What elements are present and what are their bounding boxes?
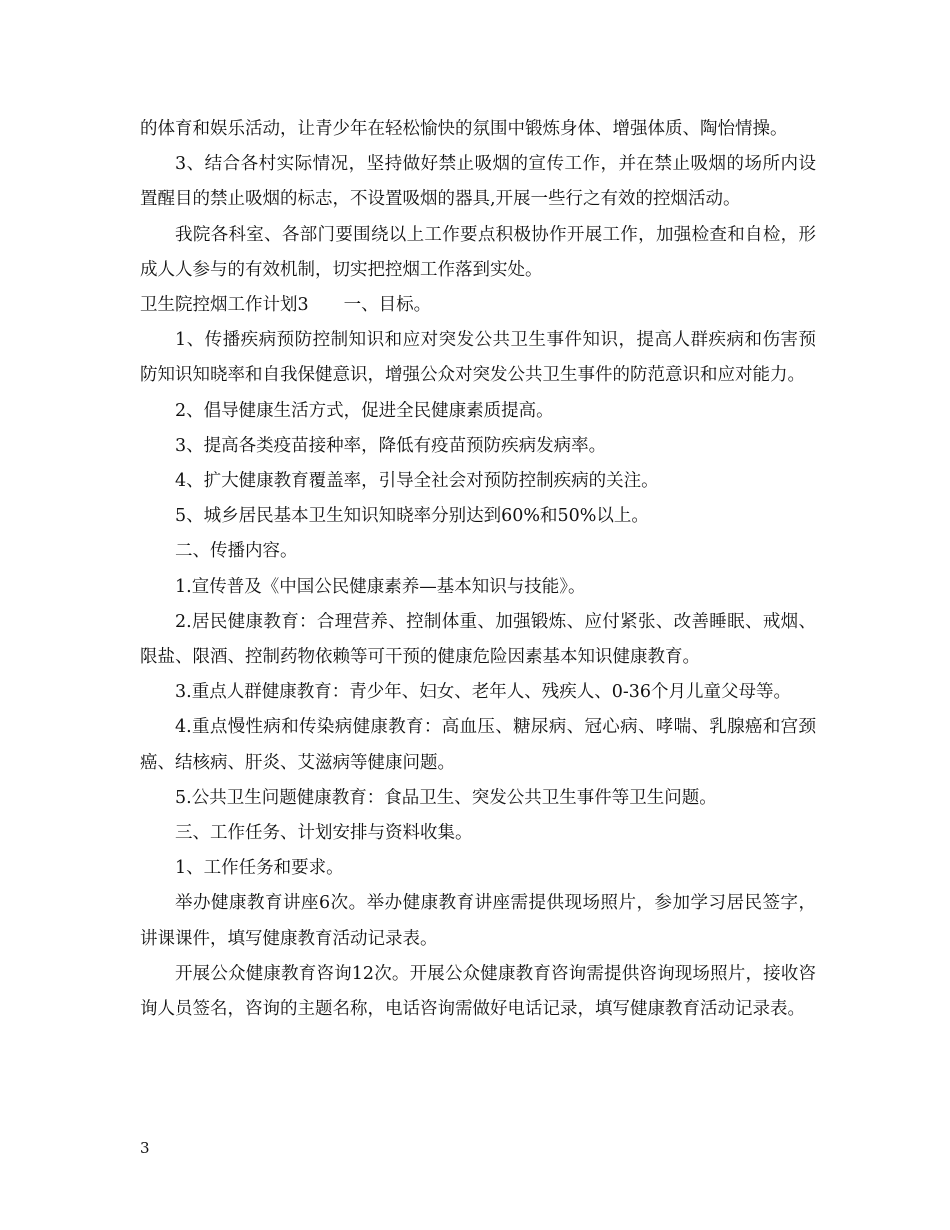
paragraph-task-heading: 1、工作任务和要求。 bbox=[175, 858, 344, 879]
document-body bbox=[140, 112, 816, 1027]
section-heading-plan-3: 卫生院控烟工作计划3 一、目标。 bbox=[140, 295, 432, 316]
paragraph-continuation: 的体育和娱乐活动，让青少年在轻松愉快的氛围中锻炼身体、增强体质、陶怡情操。 bbox=[140, 119, 788, 139]
paragraph-content-2: 2.居民健康教育：合理营养、控制体重、加强锻炼、应付紧张、改善睡眠、戒烟、限盐、限酒、控制药物依赖等可干预的健康危险因素基本知识健康教育。 bbox=[140, 611, 816, 668]
page-number: 3 bbox=[140, 1139, 150, 1157]
paragraph-smoking-ban-promotion: 3、结合各村实际情况，坚持做好禁止吸烟的宣传工作，并在禁止吸烟的场所内设置醒目的禁止吸烟的标志，不设置吸烟的器具,开展一些行之有效的控烟活动。 bbox=[140, 154, 816, 210]
paragraph-content-3: 3.重点人群健康教育：青少年、妇女、老年人、残疾人、0-36个月儿童父母等。 bbox=[175, 682, 792, 703]
paragraph-department-cooperation: 我院各科室、各部门要围绕以上工作要点积极协作开展工作，加强检查和自检，形成人人参与的有效机制，切实把控烟工作落到实处。 bbox=[140, 224, 816, 280]
section-heading-tasks: 三、工作任务、计划安排与资料收集。 bbox=[175, 823, 473, 844]
paragraph-content-4: 4.重点慢性病和传染病健康教育：高血压、糖尿病、冠心病、哮喘、乳腺癌和宫颈癌、结核病、肝炎、艾滋病等健康问题。 bbox=[140, 717, 816, 773]
paragraph-goal-3: 3、提高各类疫苗接种率，降低有疫苗预防疾病发病率。 bbox=[175, 435, 607, 456]
paragraph-goal-5: 5、城乡居民基本卫生知识知晓率分别达到60%和50%以上。 bbox=[175, 506, 649, 527]
paragraph-goal-2: 2、倡导健康生活方式，促进全民健康素质提高。 bbox=[175, 400, 554, 421]
paragraph-content-5: 5.公共卫生问题健康教育：食品卫生、突发公共卫生事件等卫生问题。 bbox=[175, 787, 717, 808]
paragraph-content-1: 1.宣传普及《中国公民健康素养—基本知识与技能》。 bbox=[175, 576, 586, 597]
paragraph-task-consultation: 开展公众健康教育咨询12次。开展公众健康教育咨询需提供咨询现场照片，接收咨询人员签名，咨询的主题名称，电话咨询需做好电话记录，填写健康教育活动记录表。 bbox=[140, 963, 816, 1020]
paragraph-goal-4: 4、扩大健康教育覆盖率，引导全社会对预防控制疾病的关注。 bbox=[175, 471, 659, 492]
section-heading-content: 二、传播内容。 bbox=[175, 541, 298, 562]
paragraph-goal-1: 1、传播疾病预防控制知识和应对突发公共卫生事件知识，提高人群疾病和伤害预防知识知晓率和自我保健意识，增强公众对突发公共卫生事件的防范意识和应对能力。 bbox=[140, 330, 816, 386]
paragraph-task-lectures: 举办健康教育讲座6次。举办健康教育讲座需提供现场照片，参加学习居民签字，讲课课件，填写健康教育活动记录表。 bbox=[140, 893, 816, 949]
